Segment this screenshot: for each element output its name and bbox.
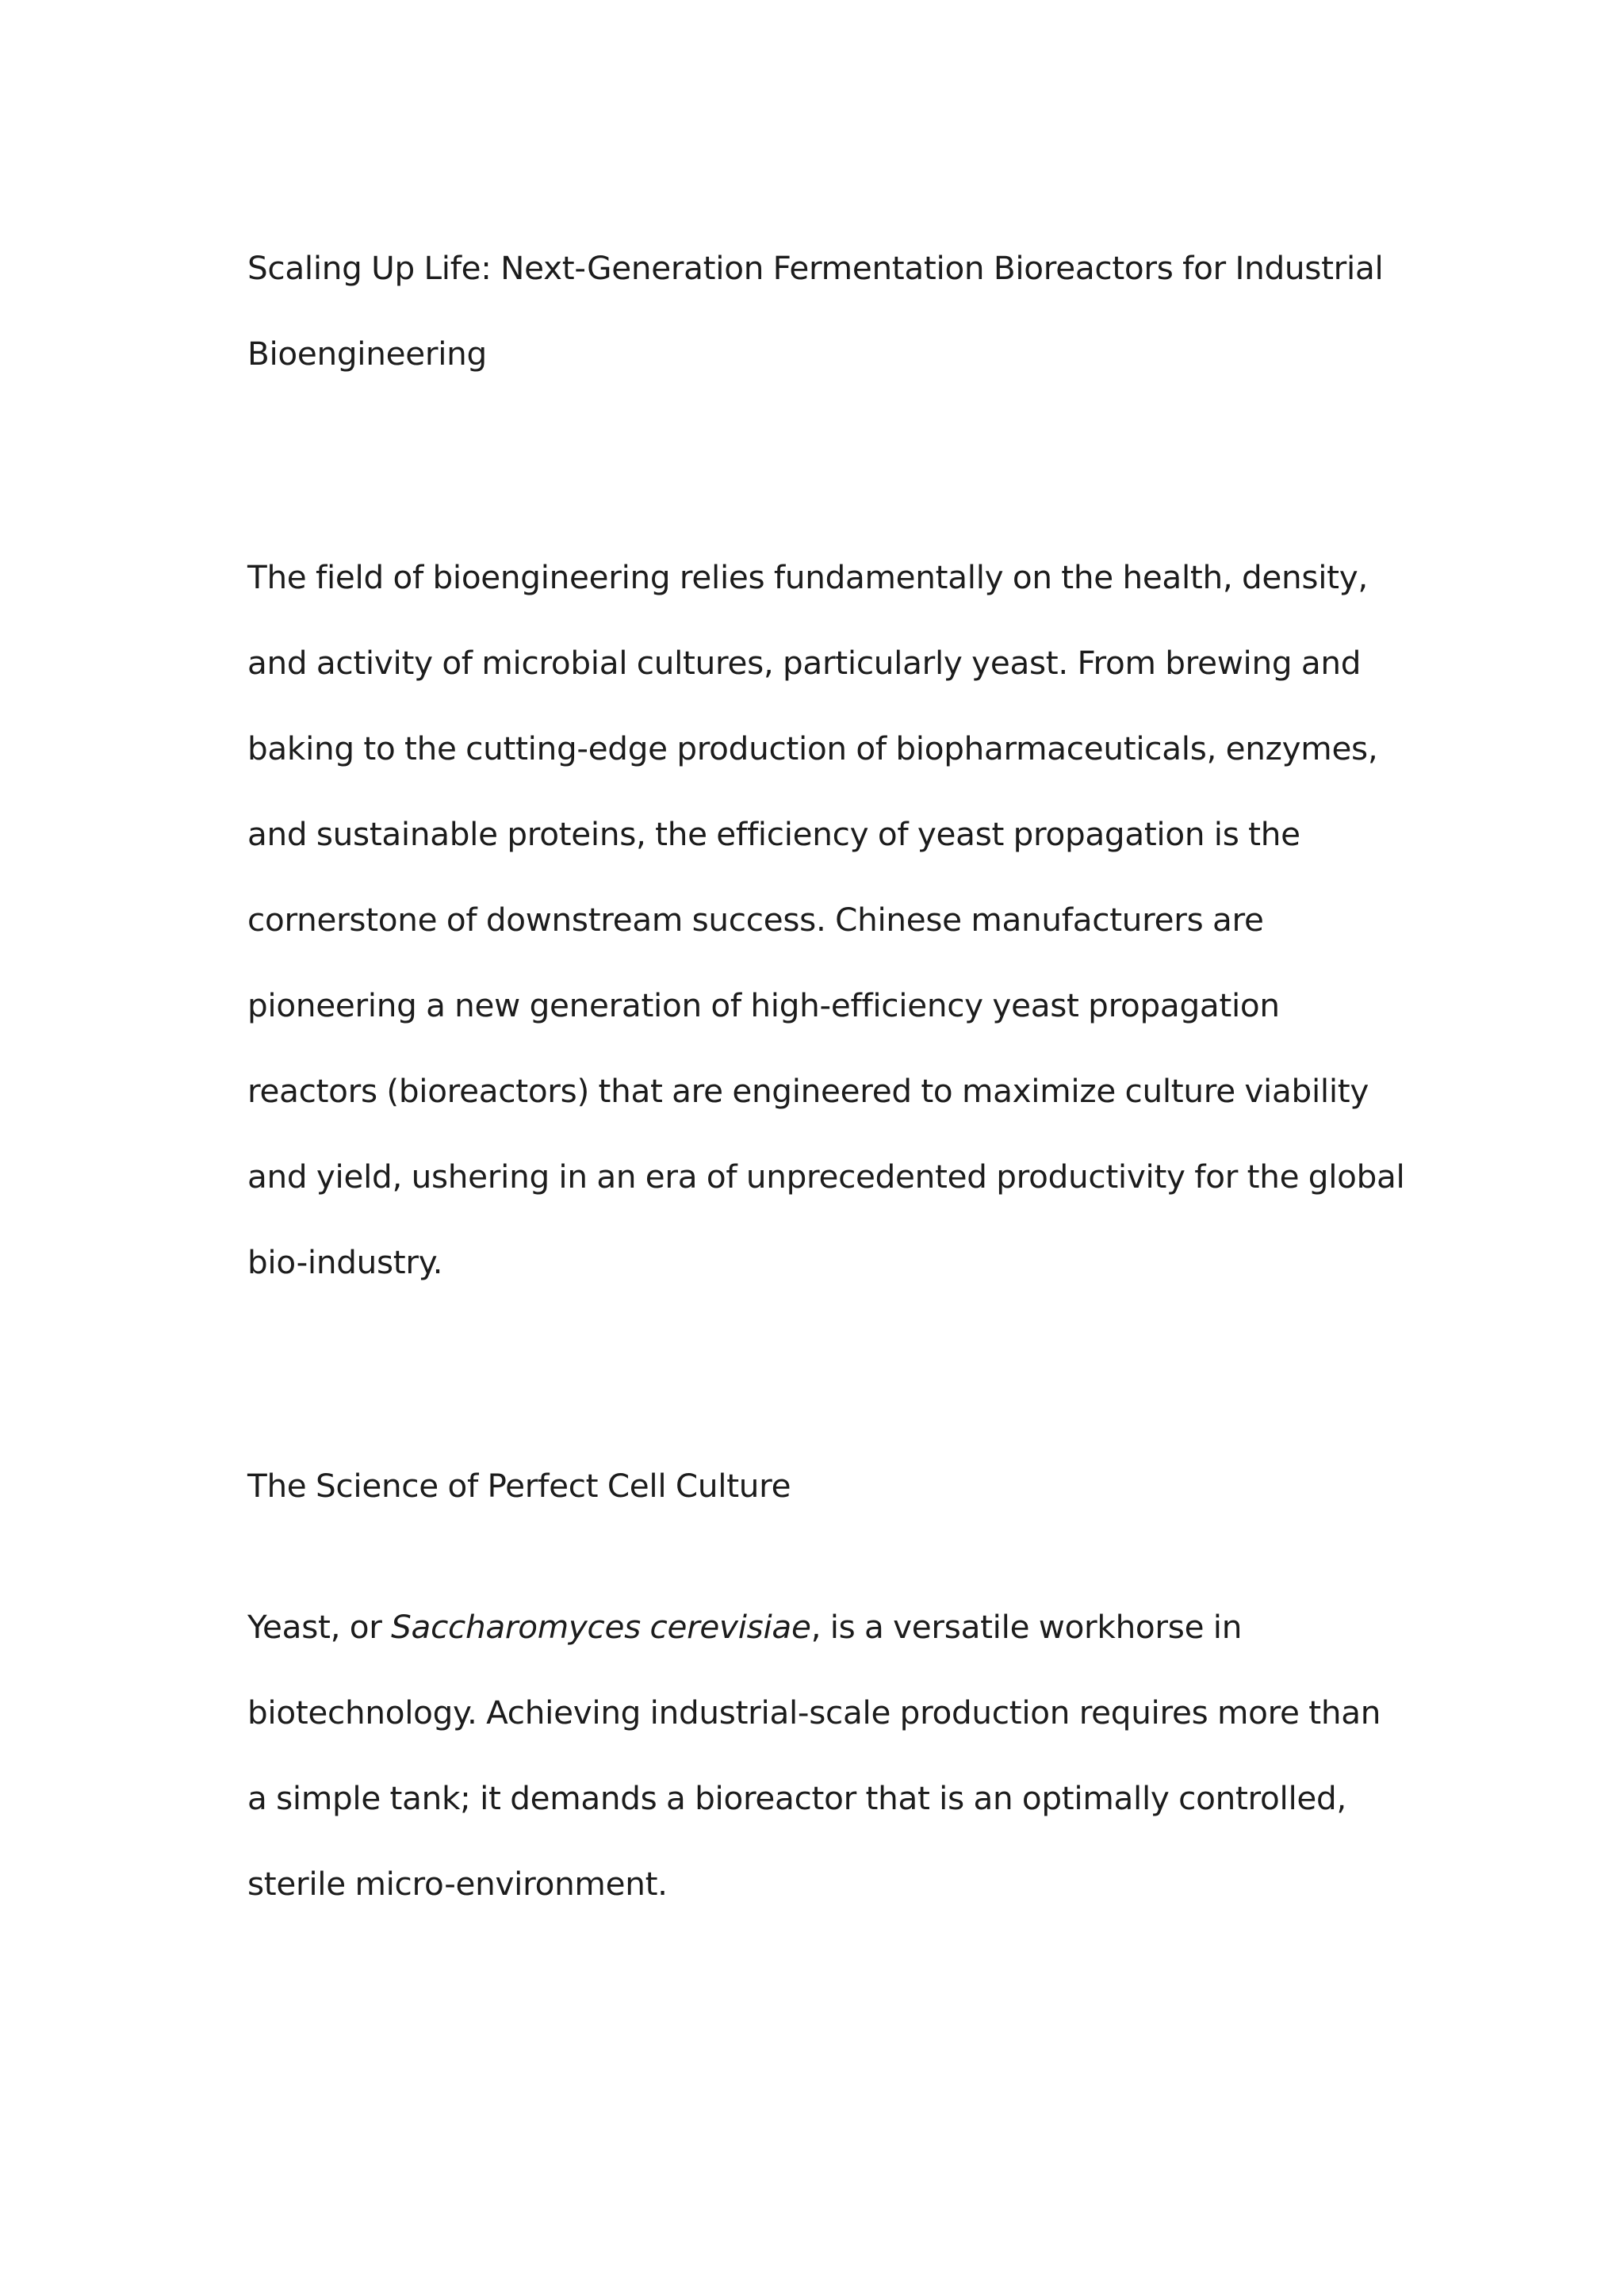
intro-paragraph: The field of bioengineering relies fundamentally on the health, density, and activity of microbial cultures, particularly yeast. From brewing and baking to the cutting-edge production of biopharmaceuticals, enzymes, and sustainable proteins, the efficiency of yeast propagation is the cornerstone of downstream success. Chinese manufacturers are pioneering a new generation of high-efficiency yeast propagation reactors (bioreactors) that are engineered to maximize culture viability and yield, ushering in an era of unprecedented productivity for the global bio-industry. xyxy=(247,558,1405,1281)
document-body xyxy=(247,225,1405,1927)
section-paragraph-rest: , is a versatile workhorse in biotechnology. Achieving industrial-scale production requires more than a simple tank; it demands a bioreactor that is an optimally controlled, sterile micro-environment. xyxy=(247,1608,1381,1903)
section-paragraph-lead: Yeast, or xyxy=(247,1608,392,1646)
document-title: Scaling Up Life: Next-Generation Fermentation Bioreactors for Industrial Bioengineering xyxy=(247,249,1384,373)
section-heading: The Science of Perfect Cell Culture xyxy=(247,1467,791,1505)
species-name: Saccharomyces cerevisiae xyxy=(391,1608,811,1646)
section-paragraph xyxy=(247,1584,1405,1927)
